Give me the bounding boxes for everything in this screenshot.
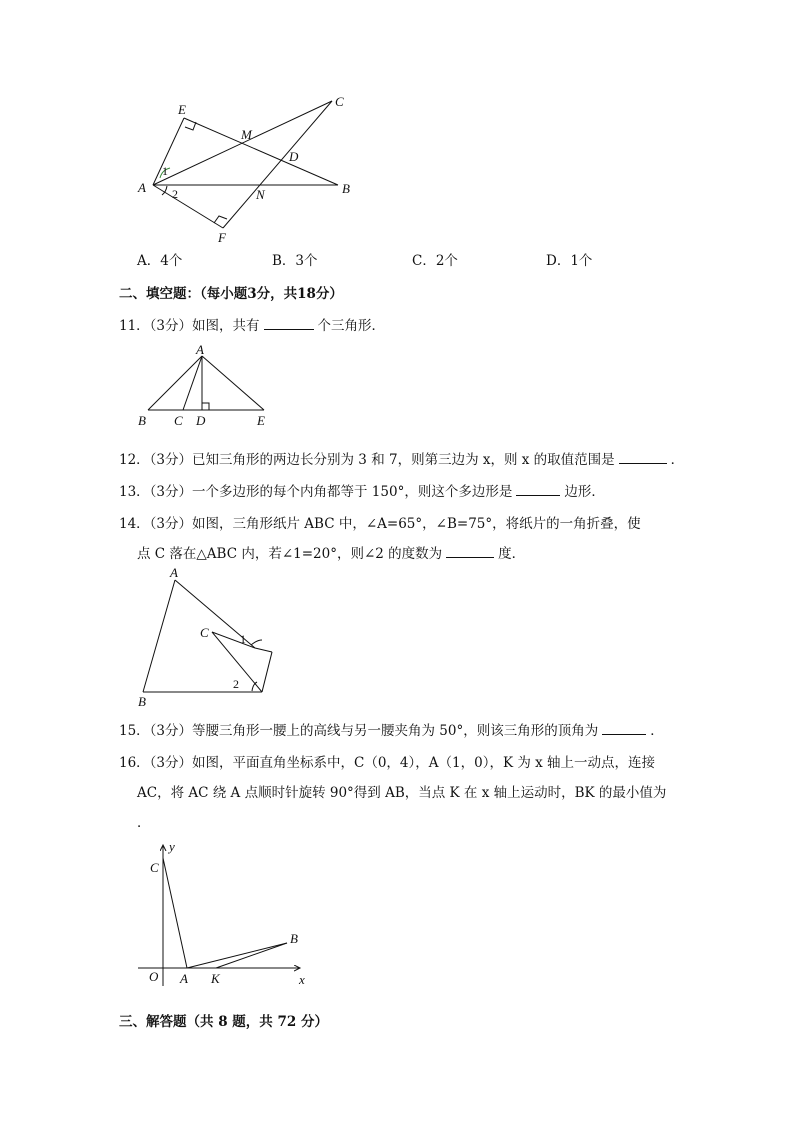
question-13 [119, 480, 605, 500]
label-b: B [342, 181, 350, 196]
label-k: K [211, 971, 220, 986]
label-a: A [170, 565, 178, 580]
label-angle-2: 2 [233, 677, 239, 691]
label-c: C [174, 413, 183, 428]
answer-blank [516, 483, 560, 496]
answer-blank [446, 545, 494, 558]
question-12 [119, 448, 684, 468]
label-x: x [299, 972, 305, 987]
label-e: E [257, 413, 265, 428]
q14-end: 度． [498, 546, 526, 562]
question-16-line-3: ． [137, 815, 151, 831]
q11-text-end: 个三角形． [317, 318, 386, 334]
label-a: A [138, 180, 146, 195]
label-angle-1: 1 [240, 632, 246, 646]
label-d: D [289, 149, 299, 164]
option-c: C．2个 [412, 253, 458, 269]
label-a: A [180, 971, 188, 986]
question-14-line-2 [137, 542, 525, 562]
figure-q11 [130, 338, 280, 432]
question-16-line-1: 16．（3分）如图，平面直角坐标系中，C（0，4），A（1，0），K 为 x 轴上一动点，连接 [119, 755, 656, 771]
label-b: B [138, 694, 146, 709]
label-b: B [138, 413, 146, 428]
q14-text: 点 C 落在△ABC 内，若∠1=20°，则∠2 的度数为 [137, 546, 443, 562]
section-2-title: 二、填空题：（每小题3分，共18分） [119, 286, 343, 302]
label-n: N [256, 187, 265, 202]
option-b: B．3个 [272, 253, 318, 269]
q11-text: 11．（3分）如图，共有 [119, 318, 260, 334]
label-b: B [290, 931, 298, 946]
answer-blank [619, 451, 667, 464]
label-y: y [169, 839, 175, 854]
q15-end: ． [650, 723, 664, 739]
question-16-line-2: AC，将 AC 绕 A 点顺时针旋转 90°得到 AB，当点 K 在 x 轴上运动时，BK 的最小值为 [137, 785, 667, 801]
label-d: D [196, 413, 206, 428]
label-o: O [149, 969, 159, 984]
label-angle-1: 1 [162, 164, 168, 178]
q15-text: 15．（3分）等腰三角形一腰上的高线与另一腰夹角为 50°，则该三角形的顶角为 [119, 723, 599, 739]
figure-q10 [130, 88, 370, 248]
q12-end: ． [670, 452, 685, 468]
label-m: M [241, 127, 252, 142]
label-c: C [150, 860, 159, 875]
q13-text-end: 边形． [564, 484, 605, 500]
label-a: A [196, 342, 204, 357]
question-14-line-1: 14．（3分）如图，三角形纸片 ABC 中，∠A=65°，∠B=75°，将纸片的一角折叠，使 [119, 516, 641, 532]
label-c: C [200, 625, 209, 640]
question-11 [119, 314, 385, 334]
answer-blank [264, 317, 314, 330]
q12-text: 12．（3分）已知三角形的两边长分别为 3 和 7，则第三边为 x，则 x 的取值范围是 [119, 452, 615, 468]
section-3-title: 三、解答题（共 8 题，共 72 分） [119, 1014, 328, 1030]
figure-q14 [130, 562, 280, 710]
label-angle-2: 2 [172, 187, 178, 201]
option-a: A．4个 [137, 253, 183, 269]
label-e: E [178, 102, 186, 117]
q13-text: 13．（3分）一个多边形的每个内角都等于 150°，则这个多边形是 [119, 484, 513, 500]
answer-blank [602, 722, 646, 735]
label-f: F [218, 230, 226, 245]
label-c: C [335, 94, 344, 109]
figure-q16 [130, 834, 320, 990]
option-d: D．1个 [546, 253, 593, 269]
question-15 [119, 719, 664, 739]
